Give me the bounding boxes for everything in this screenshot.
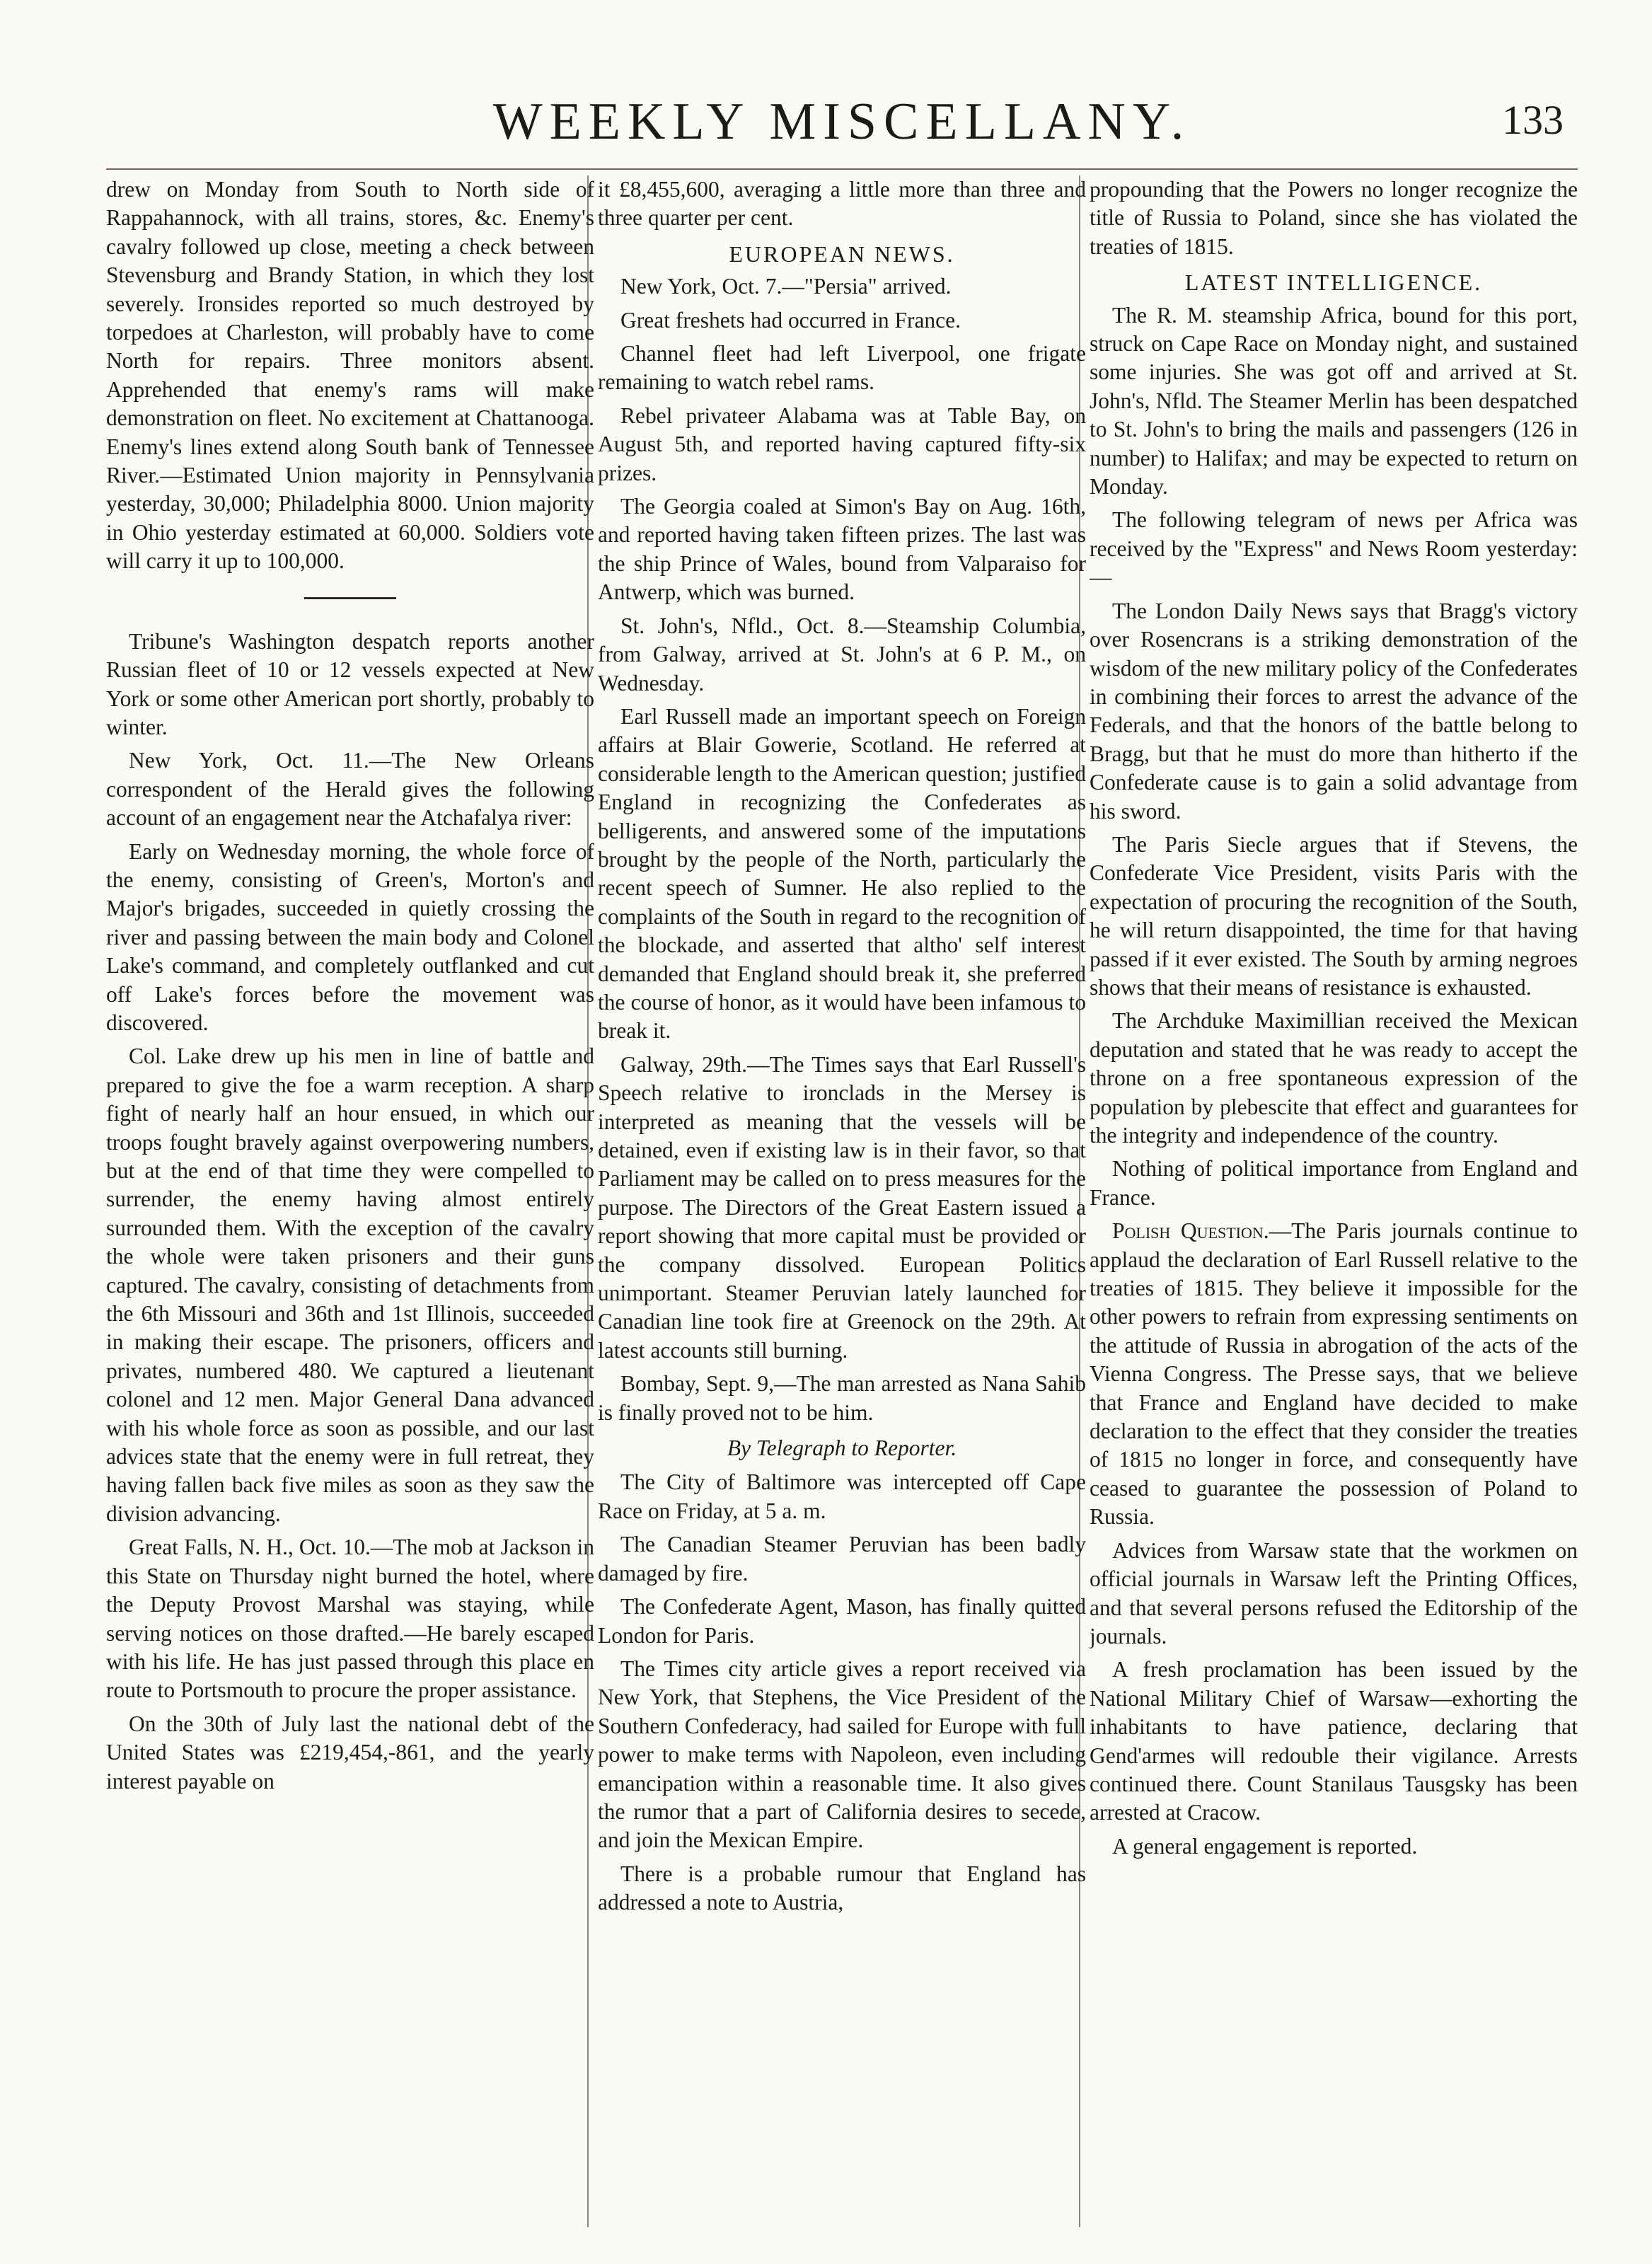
- article-paragraph: propounding that the Powers no longer recognize the title of Russia to Poland, since she has violated the treaties of 1815.: [1090, 177, 1578, 259]
- article-paragraph: [1090, 1217, 1578, 1531]
- article-paragraph: Tribune's Washington despatch reports another Russian fleet of 10 or 12 vessels expected at New York or some other American port shortly, probably to winter.: [106, 628, 594, 739]
- article-paragraph: There is a probable rumour that England has addressed a note to Austria,: [598, 1861, 1086, 1915]
- article-paragraph: The Archduke Maximillian received the Mexican deputation and stated that he was ready to accept the throne on a free spontaneous expression of the population by plebescite that effect and guarantees for the integrity and independence of the country.: [1090, 1008, 1578, 1148]
- article-paragraph: A general engagement is reported.: [1112, 1833, 1418, 1859]
- article-paragraph: Nothing of political importance from England and France.: [1090, 1156, 1578, 1210]
- article-paragraph: The following telegram of news per Africa was received by the "Express" and News Room yesterday:—: [1090, 507, 1578, 590]
- section-divider: [304, 597, 396, 599]
- article-paragraph: drew on Monday from South to North side of Rappahannock, with all trains, stores, &c. Enemy's cavalry followed up close, meeting a check between Stevensburg and Brandy Station, in which they lost severely. Ironsides reported so much destroyed by torpedoes at Charleston, will probably have to come North for repairs. Three monitors absent. Apprehended that enemy's rams will make demonstration on fleet. No excitement at Chattanooga. Enemy's lines extend along South bank of Tennessee River.—Estimated Union majority in Pennsylvania yesterday, 30,000; Philadelphia 8000. Union majority in Ohio yesterday estimated at 60,000. Soldiers vote will carry it up to 100,000.: [106, 177, 594, 574]
- article-paragraph: The London Daily News says that Bragg's victory over Rosencrans is a striking demonstration of the wisdom of the new military policy of the Confederates in combining their forces to arrest the advance of the Federals, and that the honors of the battle belong to Bragg, but that he must do more than hitherto if the Confederate cause is to gain a solid advantage from his sword.: [1090, 598, 1578, 824]
- column-2: [598, 175, 1086, 2227]
- article-paragraph: Early on Wednesday morning, the whole force of the enemy, consisting of Green's, Morton's and Major's brigades, succeeded in quietly crossing the river and passing between the main body and Colonel Lake's command, and completely outflanked and cut off Lake's forces before the movement was discovered.: [106, 838, 594, 1035]
- polish-question-label: Polish Question.: [1112, 1218, 1269, 1244]
- column-3: [1090, 175, 1578, 2227]
- article-paragraph: Col. Lake drew up his men in line of battle and prepared to give the foe a warm reception. A sharp fight of nearly half an hour ensued, in which our troops fought bravely against overpowering numbers, but at the end of that time they were compelled to surrender, the enemy having almost entirely surrounded them. With the exception of the cavalry the whole were taken prisoners and their guns captured. The cavalry, consisting of detachments from the 6th Missouri and 36th and 1st Illinois, succeeded in making their escape. The prisoners, officers and privates, numbered 480. We captured a lieutenant colonel and 12 men. Major General Dana advanced with his whole force as soon as possible, and our last advices state that the enemy were in full retreat, they having fallen back five miles as soon as they saw the division advancing.: [106, 1044, 594, 1526]
- article-paragraph: it £8,455,600, averaging a little more than three and three quarter per cent.: [598, 177, 1086, 231]
- running-head: [106, 92, 1578, 163]
- section-heading-latest-intelligence: LATEST INTELLIGENCE.: [1184, 270, 1483, 296]
- article-paragraph: Channel fleet had left Liverpool, one frigate remaining to watch rebel rams.: [598, 341, 1086, 395]
- article-paragraph: New York, Oct. 11.—The New Orleans correspondent of the Herald gives the following account of an engagement near the Atchafalya river:: [106, 748, 594, 831]
- article-paragraph: The Times city article gives a report received via New York, that Stephens, the Vice President of the Southern Confederacy, had sailed for Europe with full power to make terms with Napoleon, even including emancipation within a reasonable time. It also gives the rumor that a part of California desires to secede, and join the Mexican Empire.: [598, 1656, 1086, 1853]
- page-number: 133: [1502, 97, 1564, 143]
- article-paragraph: Great freshets had occurred in France.: [620, 307, 961, 333]
- article-paragraph: Rebel privateer Alabama was at Table Bay, on August 5th, and reported having captured fifty-six prizes.: [598, 403, 1086, 485]
- article-paragraph: Great Falls, N. H., Oct. 10.—The mob at Jackson in this State on Thursday night burned the hotel, where the Deputy Provost Marshal was staying, while serving notices on those drafted.—He barely escaped with his life. He has just passed through this place en route to Portsmouth to procure the proper assistance.: [106, 1535, 594, 1703]
- article-paragraph: The City of Baltimore was intercepted off Cape Race on Friday, at 5 a. m.: [598, 1469, 1086, 1523]
- article-paragraph: On the 30th of July last the national debt of the United States was £219,454,-861, and the yearly interest payable on: [106, 1711, 594, 1794]
- article-paragraph: Advices from Warsaw state that the workmen on official journals in Warsaw left the Printing Offices, and that several persons refused the Editorship of the journals.: [1090, 1537, 1578, 1648]
- article-paragraph: New York, Oct. 7.—"Persia" arrived.: [620, 274, 952, 299]
- article-paragraph: Earl Russell made an important speech on Foreign affairs at Blair Gowerie, Scotland. He referred at considerable length to the American question; justified England in recognizing the Confederates as belligerents, and answered some of the imputations brought by the people of the North, particularly the recent speech of Sumner. He also replied to the complaints of the South in regard to the recognition of the blockade, and asserted that altho' self interest demanded that England should break it, she preferred the course of honor, as it would have been infamous to break it.: [598, 703, 1086, 1044]
- column-1: [106, 175, 594, 2227]
- telegraph-byline: By Telegraph to Reporter.: [727, 1436, 957, 1461]
- article-paragraph: Bombay, Sept. 9,—The man arrested as Nana Sahib is finally proved not to be him.: [598, 1371, 1086, 1425]
- article-paragraph: The R. M. steamship Africa, bound for this port, struck on Cape Race on Monday night, and sustained some injuries. She was got off and arrived at St. John's, Nfld. The Steamer Merlin has been despatched to St. John's to bring the mails and passengers (126 in number) to Halifax; and may be expected to return on Monday.: [1090, 302, 1578, 499]
- article-paragraph: The Confederate Agent, Mason, has finally quitted London for Paris.: [598, 1594, 1086, 1648]
- article-paragraph: A fresh proclamation has been issued by the National Military Chief of Warsaw—exhorting the inhabitants to have patience, declaring that Gend'armes will redouble their vigilance. Arrests continued there. Count Stanilaus Tausgsky has been arrested at Cracow.: [1090, 1657, 1578, 1825]
- article-paragraph: Galway, 29th.—The Times says that Earl Russell's Speech relative to ironclads in the Mersey is interpreted as meaning that the vessels will be detained, even if existing law is in their favor, so that Parliament may be called on to press measures for the purpose. The Directors of the Great Eastern issued a report showing that more capital must be provided or the company dissolved. European Politics unimportant. Steamer Peruvian lately launched for Canadian line took fire at Greenock on the 29th. At latest accounts still burning.: [598, 1051, 1086, 1363]
- polish-question-text: —The Paris journals continue to applaud the declaration of Earl Russell relative to the treaties of 1815. They believe it impossible for the other powers to refrain from expressing sentiments on the attitude of Russia in abrogation of the acts of the Vienna Congress. The Presse says, that we believe that France and England have decided to make declaration to the effect that they consider the treaties of 1815 no longer in force, and consequently have ceased to guarantee the possession of Poland to Russia.: [1090, 1218, 1578, 1530]
- article-paragraph: The Georgia coaled at Simon's Bay on Aug. 16th, and reported having taken fifteen prizes. The last was the ship Prince of Wales, bound from Valparaiso for Antwerp, which was burned.: [598, 494, 1086, 605]
- article-paragraph: St. John's, Nfld., Oct. 8.—Steamship Columbia, from Galway, arrived at St. John's at 6 P. M., on Wednesday.: [598, 613, 1086, 695]
- article-paragraph: The Canadian Steamer Peruvian has been badly damaged by fire.: [598, 1532, 1086, 1586]
- masthead-title: WEEKLY MISCELLANY.: [492, 93, 1191, 151]
- article-paragraph: The Paris Siecle argues that if Stevens, the Confederate Vice President, visits Paris with the expectation of procuring the recognition of the South, he will return disappointed, the time for that having passed if it ever existed. The South by arming negroes shows that their means of resistance is exhausted.: [1090, 831, 1578, 1000]
- section-heading-european-news: EUROPEAN NEWS.: [729, 241, 955, 267]
- header-rule: [106, 168, 1578, 170]
